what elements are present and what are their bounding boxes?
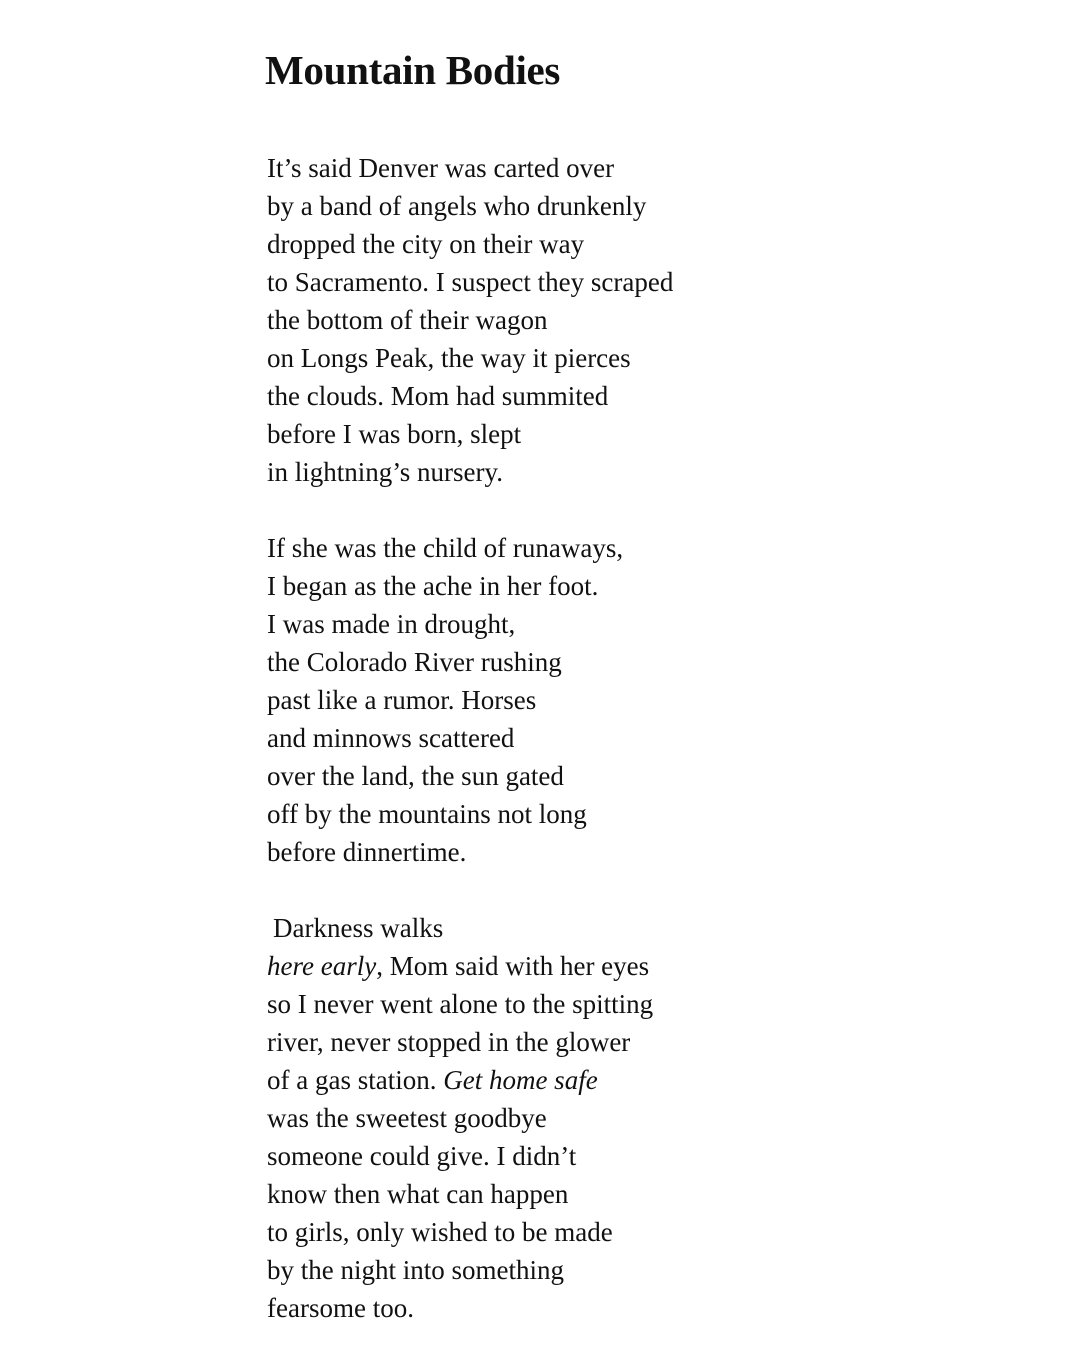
poem-line: know then what can happen <box>267 1179 569 1209</box>
poem-line <box>267 1061 907 1099</box>
poem-line: by the night into something <box>267 1255 564 1285</box>
poem-title: Mountain Bodies <box>265 47 561 93</box>
poem-line: past like a rumor. Horses <box>267 685 537 715</box>
line-text: , Mom said with her eyes <box>376 951 650 981</box>
poem-line: by a band of angels who drunkenly <box>267 191 647 221</box>
poem-line: I began as the ache in her foot. <box>267 571 599 601</box>
poem-line: the bottom of their wagon <box>267 305 548 335</box>
poem-line: the Colorado River rushing <box>267 647 562 677</box>
poem-line: on Longs Peak, the way it pierces <box>267 343 631 373</box>
poem-line: to Sacramento. I suspect they scraped <box>267 267 674 297</box>
stanza-2 <box>267 529 907 871</box>
poem-line: It’s said Denver was carted over <box>267 153 615 183</box>
line-text: of a gas station. <box>267 1065 444 1095</box>
poem-line <box>267 947 907 985</box>
poem-line: in lightning’s nursery. <box>267 457 503 487</box>
poem-line: river, never stopped in the glower <box>267 1027 631 1057</box>
poem-line-italic: Darkness walks <box>273 913 444 943</box>
poem-line: If she was the child of runaways, <box>267 533 624 563</box>
poem-line: I was made in drought, <box>267 609 516 639</box>
italic-phrase: Get home safe <box>443 1065 598 1095</box>
poem-line: over the land, the sun gated <box>267 761 564 791</box>
poem-line: was the sweetest goodbye <box>267 1103 547 1133</box>
poem-line: before dinnertime. <box>267 837 467 867</box>
poem-line: the clouds. Mom had summited <box>267 381 609 411</box>
poem-line: before I was born, slept <box>267 419 522 449</box>
poem-line: fearsome too. <box>267 1293 414 1323</box>
poem-line: off by the mountains not long <box>267 799 587 829</box>
stanza-1 <box>267 149 907 491</box>
poem-line: and minnows scattered <box>267 723 515 753</box>
poem-page <box>267 40 907 1327</box>
poem-line: dropped the city on their way <box>267 229 585 259</box>
poem-line: so I never went alone to the spitting <box>267 989 654 1019</box>
poem-line: someone could give. I didn’t <box>267 1141 577 1171</box>
stanza-3 <box>267 909 907 1327</box>
italic-phrase: here early <box>267 951 377 981</box>
poem-line: to girls, only wished to be made <box>267 1217 613 1247</box>
